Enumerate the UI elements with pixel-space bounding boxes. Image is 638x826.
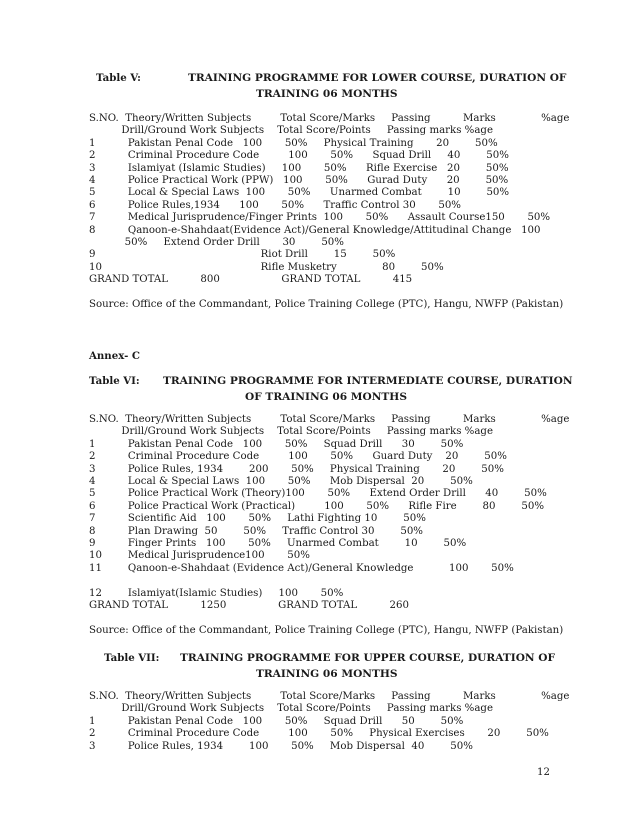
table7-row: 3 Police Rules, 1934 100 50% Mob Dispersal 40 50% [89, 741, 473, 752]
table5-source: Source: Office of the Commandant, Police Training College (PTC), Hangu, NWFP (Pakistan) [89, 299, 564, 310]
table6-row: 8 Plan Drawing 50 50% Traffic Control 30 50% [89, 526, 423, 537]
table6-row: 7 Scientific Aid 100 50% Lathi Fighting 10 50% [89, 513, 426, 524]
table6-row: 1 Pakistan Penal Code 100 50% Squad Drill 30 50% [89, 439, 464, 450]
table7-row: 2 Criminal Procedure Code 100 50% Physical Exercises 20 50% [89, 728, 549, 739]
table5-row: 7 Medical Jurisprudence/Finger Prints 100 50% Assault Course150 50% [89, 212, 551, 223]
table6-row: 2 Criminal Procedure Code 100 50% Guard Duty 20 50% [89, 451, 507, 462]
table6-row: 4 Local & Special Laws 100 50% Mob Dispersal 20 50% [89, 476, 473, 487]
table5-grand-total: GRAND TOTAL 800 GRAND TOTAL 415 [89, 274, 413, 285]
table5-header-row2: Drill/Ground Work Subjects Total Score/Points Passing marks %age [89, 125, 493, 136]
table5-row: 5 Local & Special Laws 100 50% Unarmed Combat 10 50% [89, 187, 510, 198]
table5-row: 6 Police Rules,1934 100 50% Traffic Control 30 50% [89, 200, 461, 211]
table5-row: 10 Rifle Musketry 80 50% [89, 262, 444, 273]
table6-row: 12 Islamiyat(Islamic Studies) 100 50% [89, 588, 344, 599]
table5-row: 9 Riot Drill 15 50% [89, 249, 396, 260]
table7-title-line1: TRAINING PROGRAMME FOR UPPER COURSE, DURATION OF [180, 652, 556, 664]
table6-grand-total: GRAND TOTAL 1250 GRAND TOTAL 260 [89, 600, 409, 611]
table6-row: 5 Police Practical Work (Theory)100 50% Extend Order Drill 40 50% [89, 488, 547, 499]
table5-row: 4 Police Practical Work (PPW) 100 50% Gurad Duty 20 50% [89, 175, 509, 186]
table6-row: 10 Medical Jurisprudence100 50% [89, 550, 310, 561]
table5-row: 1 Pakistan Penal Code 100 50% Physical Training 20 50% [89, 138, 498, 149]
page-number: 12 [537, 767, 550, 778]
table6-label: Table VI: [89, 375, 140, 387]
table5-label: Table V: [96, 72, 141, 84]
table6-header-row1: S.NO. Theory/Written Subjects Total Score/Marks Passing Marks %age [89, 414, 570, 425]
table7-header-row2: Drill/Ground Work Subjects Total Score/Points Passing marks %age [89, 703, 493, 714]
table6-row: 11 Qanoon-e-Shahdaat (Evidence Act)/General Knowledge 100 50% [89, 563, 514, 574]
table5-row: 50% Extend Order Drill 30 50% [89, 237, 344, 248]
table6-header-row2: Drill/Ground Work Subjects Total Score/Points Passing marks %age [89, 426, 493, 437]
table6-source: Source: Office of the Commandant, Police Training College (PTC), Hangu, NWFP (Pakistan) [89, 625, 564, 636]
table7-title-line2: TRAINING 06 MONTHS [256, 668, 398, 680]
annex-heading: Annex- C [89, 350, 140, 362]
table6-row: 3 Police Rules, 1934 200 50% Physical Training 20 50% [89, 464, 504, 475]
table5-row: 8 Qanoon-e-Shahdaat(Evidence Act)/General Knowledge/Attitudinal Change 100 [89, 225, 541, 236]
table7-row: 1 Pakistan Penal Code 100 50% Squad Drill 50 50% [89, 716, 464, 727]
table5-row: 3 Islamiyat (Islamic Studies) 100 50% Rifle Exercise 20 50% [89, 163, 509, 174]
table5-title-line2: TRAINING 06 MONTHS [256, 88, 398, 100]
table5-title-line1: TRAINING PROGRAMME FOR LOWER COURSE, DURATION OF [188, 72, 567, 84]
table7-header-row1: S.NO. Theory/Written Subjects Total Score/Marks Passing Marks %age [89, 691, 570, 702]
table6-title-line1: TRAINING PROGRAMME FOR INTERMEDIATE COURSE, DURATION [163, 375, 573, 387]
table7-label: Table VII: [104, 652, 160, 664]
table6-title-line2: OF TRAINING 06 MONTHS [245, 391, 407, 403]
table5-header-row1: S.NO. Theory/Written Subjects Total Score/Marks Passing Marks %age [89, 113, 570, 124]
table5-row: 2 Criminal Procedure Code 100 50% Squad Drill 40 50% [89, 150, 509, 161]
table6-row: 9 Finger Prints 100 50% Unarmed Combat 10 50% [89, 538, 467, 549]
table6-row: 6 Police Practical Work (Practical) 100 50% Rifle Fire 80 50% [89, 501, 545, 512]
